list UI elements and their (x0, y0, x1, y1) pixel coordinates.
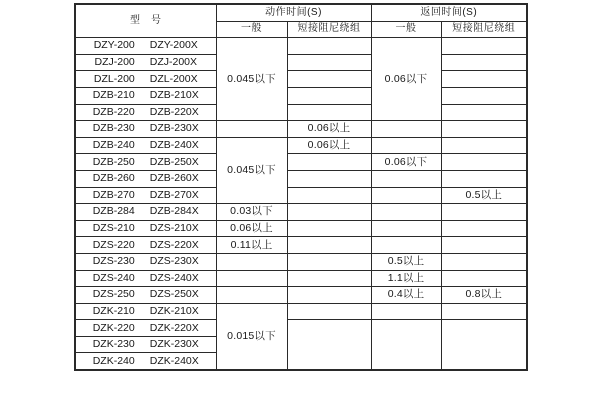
model-name: DZB-250 (92, 155, 135, 168)
table-row (75, 154, 527, 171)
model-name: DZB-270 (92, 188, 135, 201)
model-cell (75, 270, 216, 287)
action-general-cell: 0.03以下 (216, 204, 287, 221)
action-short-damping-cell (287, 170, 371, 187)
model-name: DZB-220 (92, 105, 135, 118)
return-short-damping-cell (441, 154, 527, 171)
action-short-damping-cell (287, 320, 371, 370)
model-cell (75, 87, 216, 104)
model-name-x: DZS-240X (149, 271, 199, 284)
model-cell (75, 154, 216, 171)
action-short-damping-cell (287, 270, 371, 287)
model-cell (75, 187, 216, 204)
action-short-damping-cell (287, 54, 371, 71)
model-name-x: DZS-250X (149, 288, 199, 301)
table-row (75, 303, 527, 320)
model-cell (75, 287, 216, 304)
action-general-cell: 0.11以上 (216, 237, 287, 254)
return-general-cell: 0.5以上 (371, 253, 441, 270)
return-general-cell: 1.1以上 (371, 270, 441, 287)
model-name-x: DZK-230X (149, 338, 199, 351)
action-general-cell: 0.015以下 (216, 303, 287, 370)
col-header-action-short-damping: 短接阻尼绕组 (287, 21, 371, 38)
model-name: DZK-230 (92, 338, 135, 351)
return-short-damping-cell: 0.8以上 (441, 287, 527, 304)
col-header-return-general: 一般 (371, 21, 441, 38)
relay-time-spec-table-wrap (74, 3, 528, 371)
model-name-x: DZK-210X (149, 304, 199, 317)
return-short-damping-cell (441, 253, 527, 270)
table-row (75, 253, 527, 270)
table-body (75, 38, 527, 370)
model-name: DZS-240 (92, 271, 135, 284)
action-short-damping-cell (287, 104, 371, 121)
return-short-damping-cell (441, 87, 527, 104)
return-short-damping-cell: 0.5以上 (441, 187, 527, 204)
model-name-x: DZS-230X (149, 255, 199, 268)
col-header-action-general: 一般 (216, 21, 287, 38)
model-cell (75, 303, 216, 320)
action-short-damping-cell (287, 187, 371, 204)
relay-time-spec-table (74, 3, 528, 371)
return-short-damping-cell (441, 237, 527, 254)
table-header (75, 4, 527, 38)
model-cell (75, 320, 216, 337)
model-name-x: DZB-284X (149, 205, 199, 218)
model-name: DZJ-200 (94, 56, 135, 69)
action-general-cell: 0.045以下 (216, 137, 287, 203)
model-name: DZK-240 (92, 354, 135, 367)
return-general-cell: 0.06以下 (371, 38, 441, 121)
model-name: DZS-210 (92, 222, 135, 234)
model-name-x: DZB-250X (149, 155, 199, 168)
action-general-cell (216, 270, 287, 287)
return-general-cell (371, 220, 441, 237)
model-cell (75, 137, 216, 154)
return-short-damping-cell (441, 54, 527, 71)
model-name-x: DZB-270X (149, 188, 199, 201)
action-short-damping-cell (287, 38, 371, 55)
return-short-damping-cell (441, 270, 527, 287)
model-cell (75, 336, 216, 353)
action-short-damping-cell: 0.06以上 (287, 121, 371, 138)
action-short-damping-cell (287, 204, 371, 221)
model-name: DZB-260 (92, 172, 135, 185)
return-short-damping-cell (441, 121, 527, 138)
model-name: DZS-250 (92, 288, 135, 301)
model-name-x: DZK-240X (149, 354, 199, 367)
model-cell (75, 204, 216, 221)
return-general-cell (371, 237, 441, 254)
action-short-damping-cell (287, 287, 371, 304)
table-row (75, 270, 527, 287)
return-general-cell: 0.4以上 (371, 287, 441, 304)
col-header-action-time: 动作时间(S) (216, 4, 371, 21)
model-name: DZB-284 (92, 205, 135, 218)
model-cell (75, 353, 216, 370)
model-cell (75, 220, 216, 237)
model-cell (75, 170, 216, 187)
return-short-damping-cell (441, 170, 527, 187)
action-general-cell (216, 253, 287, 270)
model-name-x: DZY-200X (149, 39, 198, 52)
return-short-damping-cell (441, 71, 527, 88)
action-short-damping-cell (287, 154, 371, 171)
model-name: DZS-220 (92, 238, 135, 251)
return-general-cell (371, 121, 441, 138)
table-row (75, 237, 527, 254)
model-name-x: DZJ-200X (149, 56, 198, 69)
table-row (75, 137, 527, 154)
table-row (75, 220, 527, 237)
model-name: DZB-210 (92, 89, 135, 102)
col-header-return-short-damping: 短接阻尼绕组 (441, 21, 527, 38)
model-name-x: DZB-240X (149, 139, 199, 152)
table-row (75, 187, 527, 204)
model-name-x: DZK-220X (149, 321, 199, 334)
table-row (75, 170, 527, 187)
return-general-cell (371, 320, 441, 370)
header-row-groups (75, 4, 527, 21)
table-row (75, 104, 527, 121)
return-short-damping-cell (441, 303, 527, 320)
model-cell (75, 54, 216, 71)
action-short-damping-cell (287, 87, 371, 104)
model-name: DZB-230 (92, 122, 135, 135)
return-short-damping-cell (441, 320, 527, 370)
table-row (75, 87, 527, 104)
return-general-cell (371, 187, 441, 204)
col-header-model: 型 号 (75, 4, 216, 38)
return-general-cell (371, 170, 441, 187)
model-name-x: DZB-220X (149, 105, 199, 118)
model-cell (75, 237, 216, 254)
action-short-damping-cell (287, 253, 371, 270)
return-short-damping-cell (441, 204, 527, 221)
action-general-cell (216, 287, 287, 304)
model-name: DZL-200 (93, 72, 135, 85)
model-cell (75, 71, 216, 88)
model-cell (75, 253, 216, 270)
action-general-cell: 0.06以上 (216, 220, 287, 237)
action-short-damping-cell (287, 220, 371, 237)
model-name: DZS-230 (92, 255, 135, 268)
model-name-x: DZS-210X (149, 222, 199, 234)
return-short-damping-cell (441, 220, 527, 237)
model-name: DZB-240 (92, 139, 135, 152)
action-short-damping-cell (287, 303, 371, 320)
return-general-cell (371, 303, 441, 320)
table-row (75, 38, 527, 55)
table-row (75, 204, 527, 221)
action-general-cell (216, 121, 287, 138)
action-short-damping-cell (287, 237, 371, 254)
model-name-x: DZS-220X (149, 238, 199, 251)
action-general-cell: 0.045以下 (216, 38, 287, 121)
model-name-x: DZB-210X (149, 89, 199, 102)
table-row (75, 320, 527, 337)
model-name: DZY-200 (93, 39, 135, 52)
action-short-damping-cell: 0.06以上 (287, 137, 371, 154)
table-row (75, 71, 527, 88)
model-name: DZK-220 (92, 321, 135, 334)
model-cell (75, 38, 216, 55)
table-row (75, 287, 527, 304)
model-cell (75, 104, 216, 121)
return-general-cell (371, 204, 441, 221)
return-general-cell: 0.06以下 (371, 154, 441, 171)
table-row (75, 54, 527, 71)
model-cell (75, 121, 216, 138)
action-short-damping-cell (287, 71, 371, 88)
return-general-cell (371, 137, 441, 154)
model-name: DZK-210 (92, 304, 135, 317)
col-header-return-time: 返回时间(S) (371, 4, 527, 21)
model-name-x: DZB-230X (149, 122, 199, 135)
return-short-damping-cell (441, 104, 527, 121)
model-name-x: DZL-200X (149, 72, 198, 85)
table-row (75, 121, 527, 138)
model-name-x: DZB-260X (149, 172, 199, 185)
return-short-damping-cell (441, 38, 527, 55)
return-short-damping-cell (441, 137, 527, 154)
